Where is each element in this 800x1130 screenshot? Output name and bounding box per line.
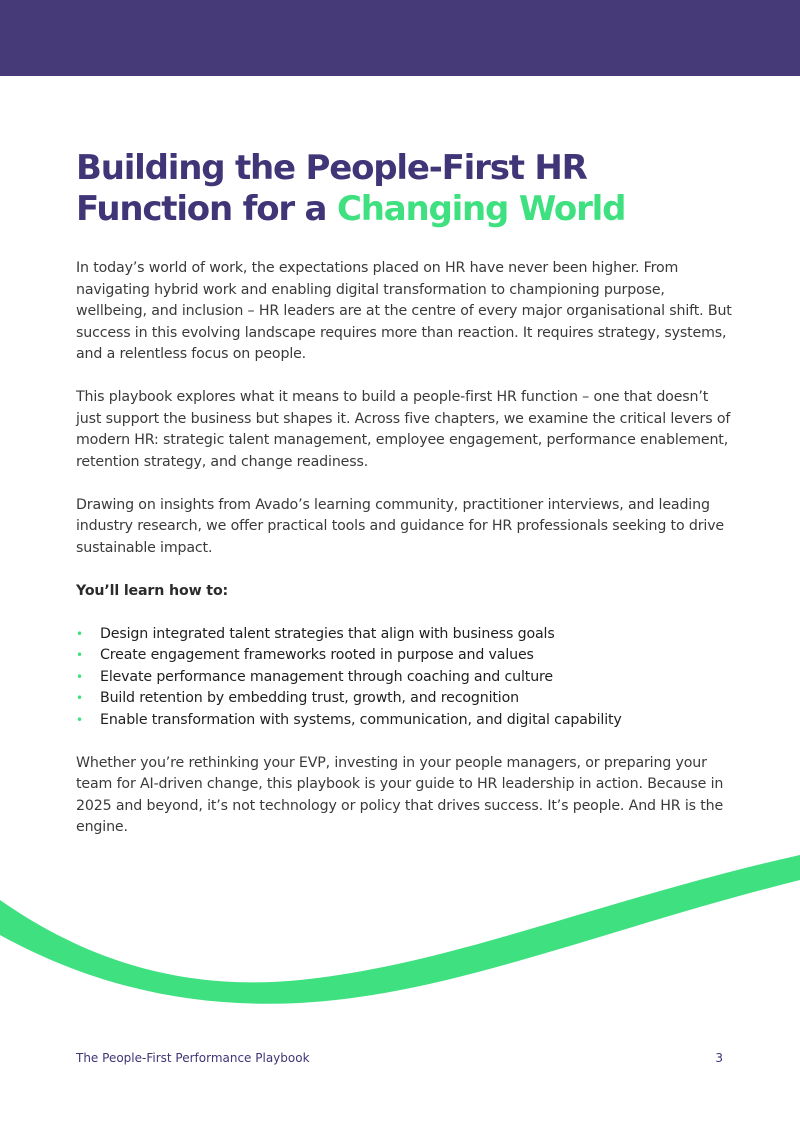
- list-item-text: Create engagement frameworks rooted in purpose and values: [100, 647, 534, 663]
- learn-heading: You’ll learn how to:: [76, 582, 229, 599]
- list-item: [76, 624, 736, 646]
- list-item-text: Elevate performance management through coaching and culture: [100, 668, 554, 685]
- decorative-swoosh: [0, 840, 800, 1020]
- bullet-dot-icon: •: [76, 691, 83, 705]
- bullet-dot-icon: •: [76, 648, 83, 662]
- closing-paragraph: Whether you’re rethinking your EVP, investing in your people managers, or preparing your team for AI-driven change, this playbook is your guide to HR leadership in action. Because in 2025 and beyond, it’s not technology or policy that drives success. It’s people. And HR is the engine.: [76, 754, 724, 835]
- bullet-dot-icon: •: [76, 712, 83, 727]
- list-item: [76, 645, 736, 667]
- page-number: 3: [715, 1051, 723, 1065]
- footer-publication-title: The People-First Performance Playbook: [76, 1051, 310, 1065]
- title-accent: Changing World: [336, 189, 626, 229]
- body-content: [76, 258, 736, 860]
- list-item-text: Enable transformation with systems, communication, and digital capability: [100, 711, 622, 728]
- intro-paragraph-2: This playbook explores what it means to build a people-first HR function – one that doesn’t just support the business but shapes it. Across five chapters, we examine the critical levers of modern HR: strategic talent management, employee engagement, performance enablement, retention strategy, and change readiness.: [76, 389, 731, 470]
- bullet-dot-icon: •: [76, 669, 83, 684]
- page-title: [76, 148, 756, 230]
- list-item-text: Design integrated talent strategies that align with business goals: [100, 625, 555, 642]
- list-item: [76, 710, 736, 732]
- bullet-dot-icon: •: [76, 626, 83, 641]
- list-item: [76, 667, 736, 689]
- intro-paragraph-1: In today’s world of work, the expectations placed on HR have never been higher. From navigating hybrid work and enabling digital transformation to championing purpose, wellbeing, and inclusion – HR leaders are at the centre of every major organisational shift. But success in this evolving landscape requires more than reaction. It requires strategy, systems, and a relentless focus on people.: [76, 260, 732, 362]
- title-line-2: Function for a: [76, 189, 337, 229]
- learn-list: [76, 624, 736, 732]
- header-band: [0, 0, 800, 76]
- intro-paragraph-3: Drawing on insights from Avado’s learning community, practitioner interviews, and leading industry research, we offer practical tools and guidance for HR professionals seeking to drive sustainable impact.: [76, 496, 725, 556]
- list-item-text: Build retention by embedding trust, growth, and recognition: [100, 690, 519, 706]
- list-item: [76, 688, 736, 710]
- title-line-1: Building the People-First HR: [76, 148, 587, 188]
